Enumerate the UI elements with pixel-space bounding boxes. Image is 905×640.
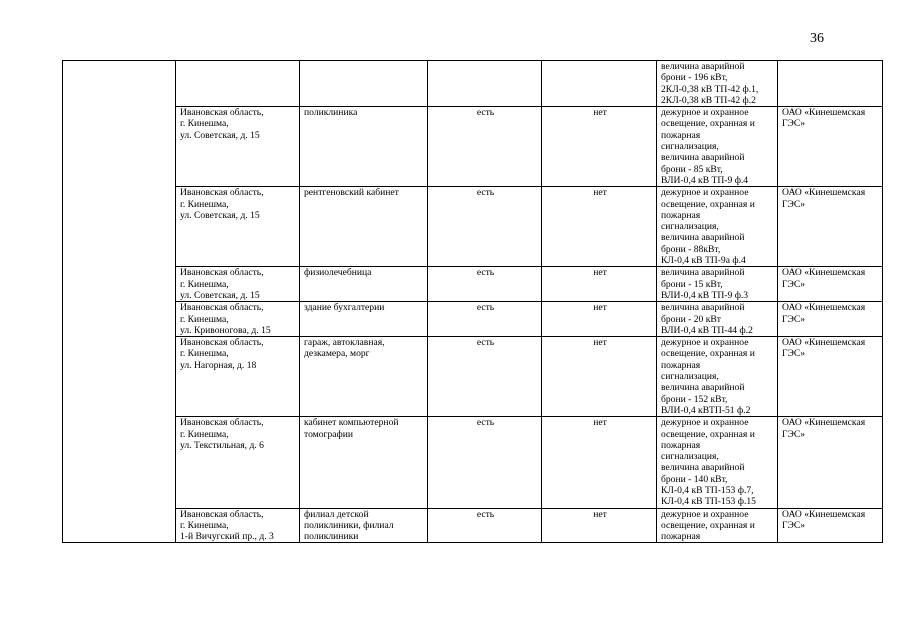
address-line: ул. Советская, д. 15 (180, 289, 260, 301)
table-row (63, 267, 883, 302)
supplier-cell (778, 508, 883, 543)
supplier-line: ГЭС» (782, 313, 806, 325)
address-line: г. Кинешма, (180, 428, 229, 440)
address-line: г. Кинешма, (180, 519, 229, 531)
address-line: г. Кинешма, (180, 313, 229, 325)
notes-line: КЛ-0,4 кВ ТП-153 ф.7, (661, 484, 754, 496)
notes-line: сигнализация, (661, 371, 719, 383)
supplier-cell (778, 337, 883, 417)
object-line: поликлиники (304, 531, 359, 543)
object-line: физиолечебница (304, 267, 372, 279)
object-cell (300, 61, 428, 107)
table-row (63, 302, 883, 337)
notes-cell (657, 267, 778, 302)
col-b-cell: нет (542, 187, 657, 267)
table-row (63, 337, 883, 417)
notes-line: освещение, охранная и (661, 348, 755, 360)
notes-line: ВЛИ-0,4 кВТП-51 ф.2 (661, 404, 751, 416)
table-row (63, 417, 883, 508)
notes-line: брони - 20 кВт (661, 313, 721, 325)
notes-line: пожарная (661, 439, 701, 451)
address-line: Ивановская область, (180, 267, 264, 279)
notes-line: брони - 152 кВт, (661, 393, 728, 405)
table-row (63, 187, 883, 267)
object-line: филиал детской (304, 508, 369, 520)
object-line: гараж, автоклавная, (304, 337, 385, 349)
address-line: Ивановская область, (180, 302, 264, 314)
notes-line: величина аварийной (661, 152, 745, 164)
object-cell (300, 302, 428, 337)
notes-cell (657, 417, 778, 508)
supplier-cell (778, 61, 883, 107)
notes-line: брони - 85 кВт, (661, 163, 723, 175)
notes-line: сигнализация, (661, 221, 719, 233)
supplier-cell (778, 187, 883, 267)
notes-cell (657, 187, 778, 267)
col-b-cell (542, 61, 657, 107)
object-cell (300, 187, 428, 267)
supplier-line: ОАО «Кинешемская (782, 267, 866, 279)
object-line: поликлиника (304, 107, 358, 119)
notes-line: сигнализация, (661, 451, 719, 463)
object-cell (300, 107, 428, 187)
notes-line: величина аварийной (661, 267, 745, 279)
object-line: здание бухгалтерии (304, 302, 385, 314)
notes-line: величина аварийной (661, 462, 745, 474)
object-cell (300, 417, 428, 508)
notes-line: освещение, охранная и (661, 118, 755, 130)
address-cell (176, 61, 300, 107)
col-b-cell: нет (542, 508, 657, 543)
supplier-line: ГЭС» (782, 428, 806, 440)
notes-cell (657, 337, 778, 417)
supplier-line: ОАО «Кинешемская (782, 302, 866, 314)
supplier-cell (778, 417, 883, 508)
object-line: томографии (304, 428, 354, 440)
supplier-cell (778, 302, 883, 337)
address-line: ул. Нагорная, д. 18 (180, 359, 257, 371)
address-line: Ивановская область, (180, 417, 264, 429)
address-cell (176, 187, 300, 267)
notes-line: брони - 140 кВт, (661, 473, 728, 485)
notes-cell (657, 107, 778, 187)
col-a-cell: есть (428, 107, 542, 187)
col-b-cell: нет (542, 302, 657, 337)
notes-cell (657, 61, 778, 107)
supplier-line: ГЭС» (782, 348, 806, 360)
address-line: ул. Кривоногова, д. 15 (180, 324, 271, 336)
notes-line: КЛ-0,4 кВ ТП-9а ф.4 (661, 255, 746, 267)
notes-line: пожарная (661, 129, 701, 141)
table-body (63, 61, 883, 543)
table-row (63, 61, 883, 107)
notes-line: брони - 15 кВт, (661, 278, 723, 290)
col-a-cell: есть (428, 302, 542, 337)
address-line: ул. Советская, д. 15 (180, 209, 260, 221)
col-a-cell: есть (428, 417, 542, 508)
table-row (63, 508, 883, 543)
col-a-cell: есть (428, 337, 542, 417)
object-cell (300, 337, 428, 417)
notes-line: дежурное и охранное (661, 107, 749, 119)
supplier-line: ОАО «Кинешемская (782, 187, 866, 199)
notes-line: сигнализация, (661, 141, 719, 153)
notes-line: ВЛИ-0,4 кВ ТП-9 ф.4 (661, 174, 749, 186)
notes-line: величина аварийной (661, 382, 745, 394)
address-line: ул. Советская, д. 15 (180, 129, 260, 141)
address-line: Ивановская область, (180, 187, 264, 199)
notes-line: дежурное и охранное (661, 187, 749, 199)
address-cell (176, 508, 300, 543)
address-line: Ивановская область, (180, 508, 264, 520)
blank-first-column (63, 61, 176, 543)
notes-line: пожарная (661, 531, 701, 543)
notes-cell (657, 508, 778, 543)
notes-line: ВЛИ-0,4 кВ ТП-44 ф.2 (661, 324, 753, 336)
notes-line: дежурное и охранное (661, 417, 749, 429)
notes-line: ВЛИ-0,4 кВ ТП-9 ф.3 (661, 289, 749, 301)
table-row (63, 107, 883, 187)
notes-cell (657, 302, 778, 337)
notes-line: дежурное и охранное (661, 508, 749, 520)
notes-line: величина аварийной (661, 302, 745, 314)
object-line: поликлиники, филиал (304, 519, 394, 531)
address-line: г. Кинешма, (180, 348, 229, 360)
page-number: 36 (810, 31, 824, 46)
notes-line: освещение, охранная и (661, 198, 755, 210)
address-cell (176, 267, 300, 302)
col-a-cell: есть (428, 508, 542, 543)
supplier-line: ОАО «Кинешемская (782, 337, 866, 349)
notes-line: дежурное и охранное (661, 337, 749, 349)
notes-line: пожарная (661, 209, 701, 221)
notes-line: величина аварийной (661, 61, 745, 72)
supplier-cell (778, 267, 883, 302)
col-b-cell: нет (542, 267, 657, 302)
object-cell (300, 508, 428, 543)
object-line: рентгеновский кабинет (304, 187, 399, 199)
address-cell (176, 337, 300, 417)
supplier-line: ОАО «Кинешемская (782, 107, 866, 119)
address-line: Ивановская область, (180, 107, 264, 119)
address-line: г. Кинешма, (180, 118, 229, 130)
address-line: Ивановская область, (180, 337, 264, 349)
notes-line: брони - 196 кВт, (661, 72, 728, 84)
supplier-line: ГЭС» (782, 519, 806, 531)
notes-line: КЛ-0,4 кВ ТП-153 ф.15 (661, 496, 756, 508)
notes-line: освещение, охранная и (661, 428, 755, 440)
supplier-cell (778, 107, 883, 187)
supplier-line: ГЭС» (782, 278, 806, 290)
col-a-cell (428, 61, 542, 107)
supplier-line: ОАО «Кинешемская (782, 417, 866, 429)
col-a-cell: есть (428, 267, 542, 302)
notes-line: 2КЛ-0,38 кВ ТП-42 ф.2 (661, 94, 756, 106)
address-line: г. Кинешма, (180, 278, 229, 290)
supplier-line: ГЭС» (782, 118, 806, 130)
col-b-cell: нет (542, 337, 657, 417)
address-cell (176, 302, 300, 337)
address-line: ул. Текстильная, д. 6 (180, 439, 264, 451)
address-line: г. Кинешма, (180, 198, 229, 210)
notes-line: 2КЛ-0,38 кВ ТП-42 ф.1, (661, 83, 759, 95)
supplier-line: ГЭС» (782, 198, 806, 210)
notes-line: освещение, охранная и (661, 519, 755, 531)
notes-line: величина аварийной (661, 232, 745, 244)
supplier-line: ОАО «Кинешемская (782, 508, 866, 520)
emergency-power-table (62, 60, 883, 543)
object-cell (300, 267, 428, 302)
object-line: дезкамера, морг (304, 348, 370, 360)
col-a-cell: есть (428, 187, 542, 267)
address-cell (176, 417, 300, 508)
notes-line: брони - 88кВт, (661, 243, 721, 255)
object-line: кабинет компьютерной (304, 417, 399, 429)
notes-line: пожарная (661, 359, 701, 371)
col-b-cell: нет (542, 107, 657, 187)
address-line: 1-й Вичугский пр., д. 3 (180, 531, 274, 543)
col-b-cell: нет (542, 417, 657, 508)
address-cell (176, 107, 300, 187)
